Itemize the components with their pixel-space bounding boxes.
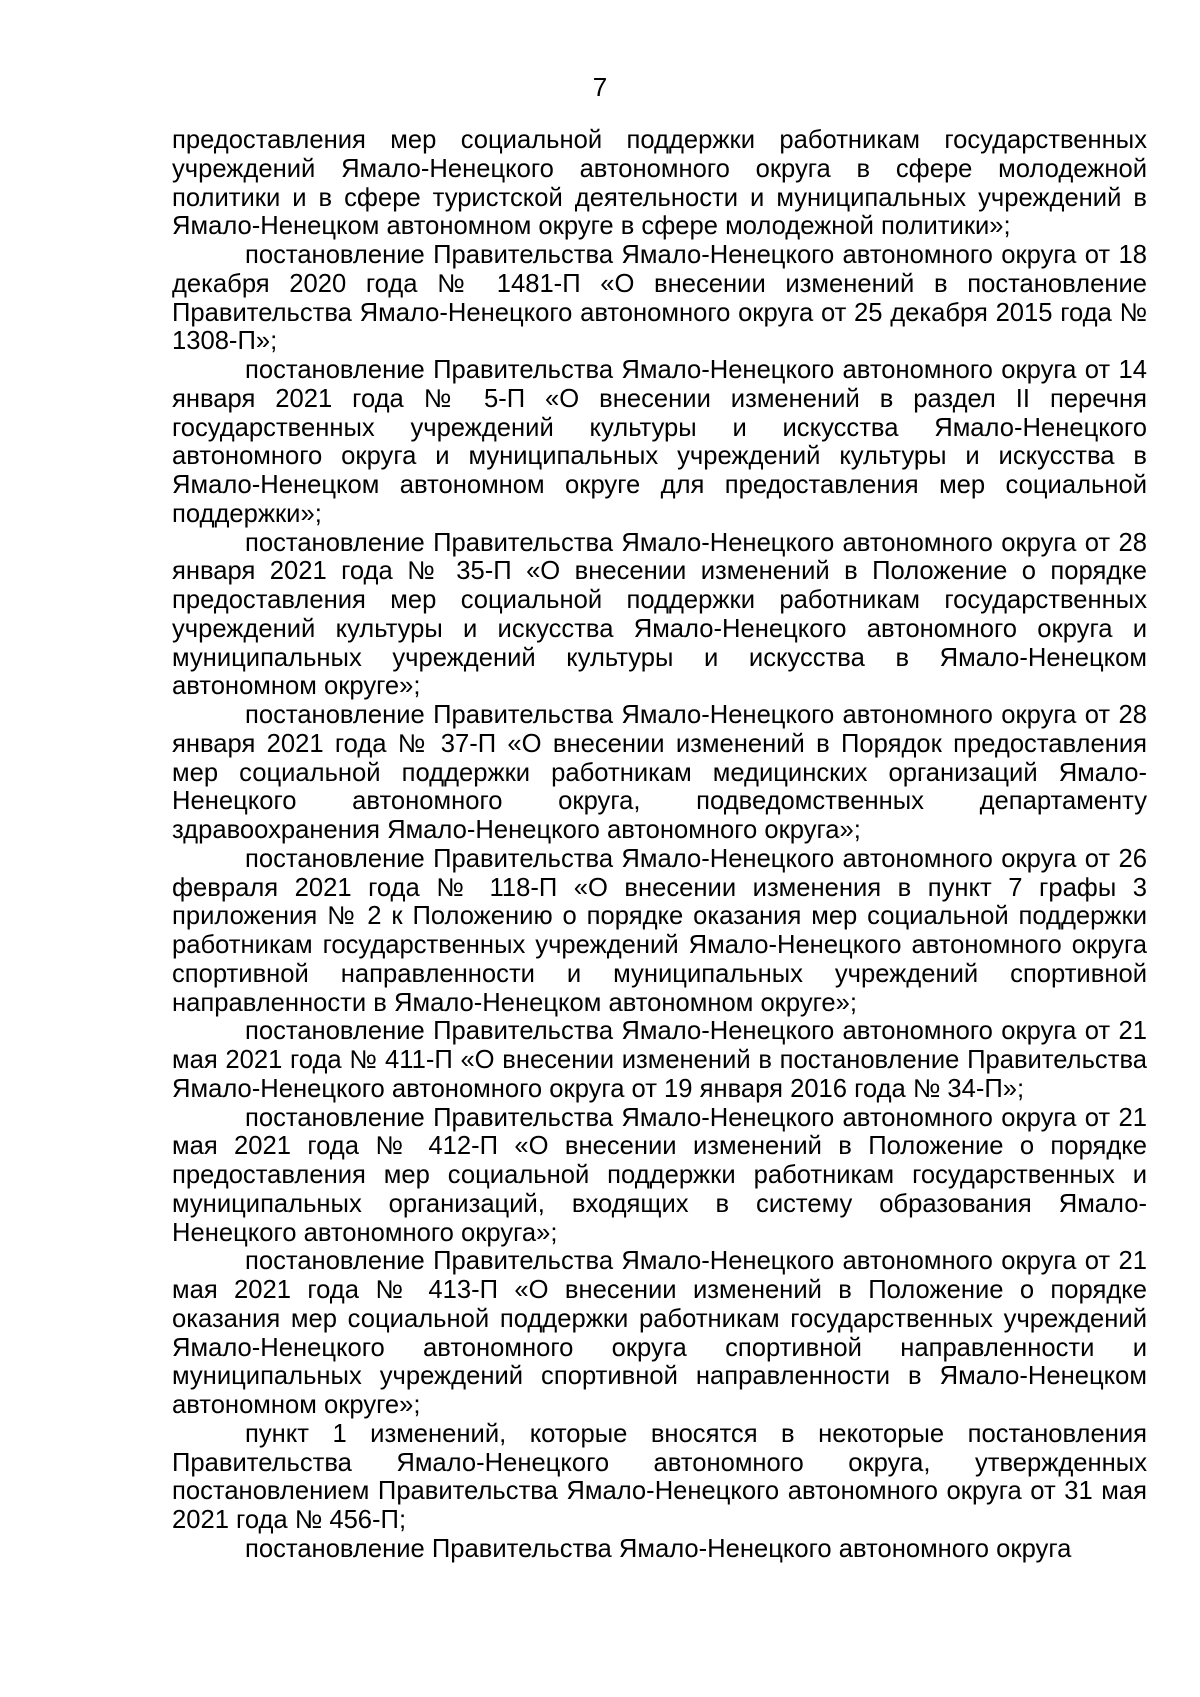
- paragraph-resolution-5: постановление Правительства Ямало-Ненецкого автономного округа от 14 января 2021 года № 5-П «О внесении изменений в раздел II перечня государственных учреждений культуры и искусства Ямало-Ненецкого автономного округа и муниципальных учреждений культуры и искусства в Ямало-Ненецком автономном округе для предоставления мер социальной поддержки»;: [172, 356, 1147, 528]
- paragraph-resolution-1481: постановление Правительства Ямало-Ненецкого автономного округа от 18 декабря 2020 года № 1481-П «О внесении изменений в постановление Правительства Ямало-Ненецкого автономного округа от 25 декабря 2015 года № 1308-П»;: [172, 241, 1147, 356]
- paragraph-resolution-118: постановление Правительства Ямало-Ненецкого автономного округа от 26 февраля 2021 года № 118-П «О внесении изменения в пункт 7 графы 3 приложения № 2 к Положению о порядке оказания мер социальной поддержки работникам государственных учреждений Ямало-Ненецкого автономного округа спортивной направленности и муниципальных учреждений спортивной направленности в Ямало-Ненецком автономном округе»;: [172, 844, 1147, 1017]
- page-number: 7: [592, 72, 608, 102]
- paragraph-item-456: пункт 1 изменений, которые вносятся в некоторые постановления Правительства Ямало-Ненецкого автономного округа, утвержденных постановлением Правительства Ямало-Ненецкого автономного округа от 31 мая 2021 года № 456-П;: [172, 1419, 1147, 1534]
- paragraph-continuation: предоставления мер социальной поддержки работникам государственных учреждений Ямало-Ненецкого автономного округа в сфере молодежной политики и в сфере туристской деятельности и муниципальных учреждений в Ямало-Ненецком автономном округе в сфере молодежной политики»;: [172, 126, 1147, 241]
- paragraph-resolution-trailing: постановление Правительства Ямало-Ненецкого автономного округа: [245, 1534, 1072, 1563]
- paragraph-resolution-412: постановление Правительства Ямало-Ненецкого автономного округа от 21 мая 2021 года № 412-П «О внесении изменений в Положение о порядке предоставления мер социальной поддержки работникам государственных и муниципальных организаций, входящих в систему образования Ямало-Ненецкого автономного округа»;: [172, 1103, 1147, 1247]
- paragraph-resolution-37: постановление Правительства Ямало-Ненецкого автономного округа от 28 января 2021 года № 37-П «О внесении изменений в Порядок предоставления мер социальной поддержки работникам медицинских организаций Ямало-Ненецкого автономного округа, подведомственных департаменту здравоохранения Ямало-Ненецкого автономного округа»;: [172, 701, 1147, 844]
- paragraph-resolution-413: постановление Правительства Ямало-Ненецкого автономного округа от 21 мая 2021 года № 413-П «О внесении изменений в Положение о порядке оказания мер социальной поддержки работникам государственных учреждений Ямало-Ненецкого автономного округа спортивной направленности и муниципальных учреждений спортивной направленности в Ямало-Ненецком автономном округе»;: [172, 1247, 1147, 1419]
- paragraph-resolution-411: постановление Правительства Ямало-Ненецкого автономного округа от 21 мая 2021 года № 411-П «О внесении изменений в постановление Правительства Ямало-Ненецкого автономного округа от 19 января 2016 года № 34-П»;: [172, 1017, 1147, 1103]
- document-body: [172, 126, 1147, 1564]
- paragraph-resolution-35: постановление Правительства Ямало-Ненецкого автономного округа от 28 января 2021 года № 35-П «О внесении изменений в Положение о порядке предоставления мер социальной поддержки работникам государственных учреждений культуры и искусства Ямало-Ненецкого автономного округа и муниципальных учреждений культуры и искусства в Ямало-Ненецком автономном округе»;: [172, 528, 1147, 701]
